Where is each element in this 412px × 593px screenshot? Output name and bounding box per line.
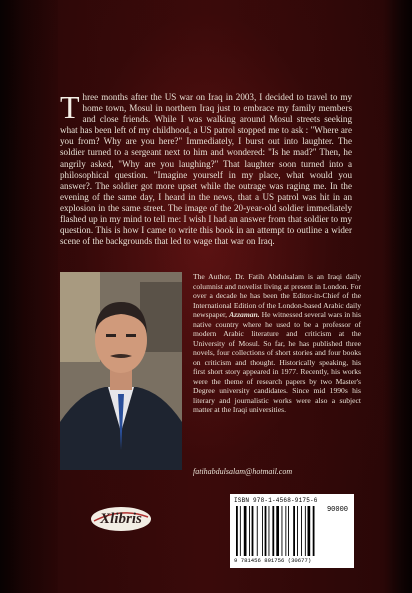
- barcode-stripe: [313, 506, 315, 556]
- barcode-digits: 9 781456 891756 (30677): [234, 557, 312, 564]
- publisher-logo: [90, 505, 152, 533]
- barcode-stripe: [249, 506, 250, 556]
- price-code: 90000: [326, 506, 348, 514]
- barcode-stripe: [276, 506, 279, 556]
- barcode-stripe: [293, 506, 295, 556]
- isbn-label: ISBN 978-1-4568-9175-6: [234, 497, 318, 504]
- newspaper-name: Azzaman.: [229, 310, 260, 319]
- blurb-paragraph: [60, 89, 352, 247]
- barcode-stripe: [282, 506, 283, 556]
- barcode-stripe: [305, 506, 306, 556]
- author-photo: [60, 272, 182, 470]
- bio-text-end: He witnessed several wars in his native country where he used to be a professor of modern Arabic literature and criticism at the University of Mosul. So far, he has published three novels, four collections of short stories and four books on criticism and thought. Historically speaking, his first short story appeared in 1977. Recently, his works were the theme of research papers by two Master's Degree university candidates. Since mid 1990s his literary and journalistic works were also a subject matter at the Iraqi universities.: [193, 310, 361, 414]
- barcode-stripe: [252, 506, 254, 556]
- author-email: fatihabdulsalam@hotmail.com: [193, 467, 293, 476]
- barcode-stripe: [262, 506, 263, 556]
- barcode-stripe: [301, 506, 302, 556]
- spine-shadow-left: [0, 0, 58, 593]
- barcode-area: [230, 494, 354, 568]
- barcode-bars: [236, 506, 322, 556]
- publisher-name: Xlibris: [100, 510, 142, 527]
- barcode-stripe: [236, 506, 238, 556]
- barcode-stripe: [240, 506, 241, 556]
- barcode-stripe: [285, 506, 286, 556]
- barcode-stripe: [257, 506, 258, 556]
- author-bio: [193, 272, 361, 415]
- drop-cap: T: [60, 89, 80, 125]
- barcode-stripe: [265, 506, 267, 556]
- barcode-stripe: [272, 506, 274, 556]
- barcode-stripe: [288, 506, 289, 556]
- author-portrait-illustration: [60, 272, 182, 470]
- bio-text-start: The Author, Dr. Fatih Abdulsalam is an Iraqi daily columnist and novelist living at present in London. For over a decade he has been the Editor-in-Chief of the International Edition of the London-based Arabic daily newspaper,: [193, 272, 361, 319]
- spine-shadow-right: [382, 0, 412, 593]
- blurb-text: hree months after the US war on Iraq in 2003, I decided to travel to my home town, Mosul in northern Iraq just to embrace my family members and close friends. While I was walking around Mosul streets seeking what has been left of my childhood, a US patrol stopped me to ask : "Where are you from? Why are you here?" Immediately, I burst out into laughter. The soldier turned to a sergeant next to him and wondered: "Is he mad?" Then, he angrily asked, "Why are you laughing?" That laughter soon turned into a philosophical question. "Imagine yourself in my place, what would you answer?. The soldier got more upset while the outrage was raging me. In the evening of the same day, I heard in the news, that a US patrol was hit in an explosion in the same street. The image of the 20-year-old soldier immediately flashed up in my mind to tell me: I wish I had an answer from that soldier to my question. This is how I came to write this book in an attempt to outline a wider scene of the backgrounds that led to wage that war on Iraq.: [60, 92, 352, 247]
- barcode-stripe: [269, 506, 270, 556]
- barcode-stripe: [308, 506, 311, 556]
- barcode-stripe: [297, 506, 298, 556]
- barcode-stripe: [244, 506, 247, 556]
